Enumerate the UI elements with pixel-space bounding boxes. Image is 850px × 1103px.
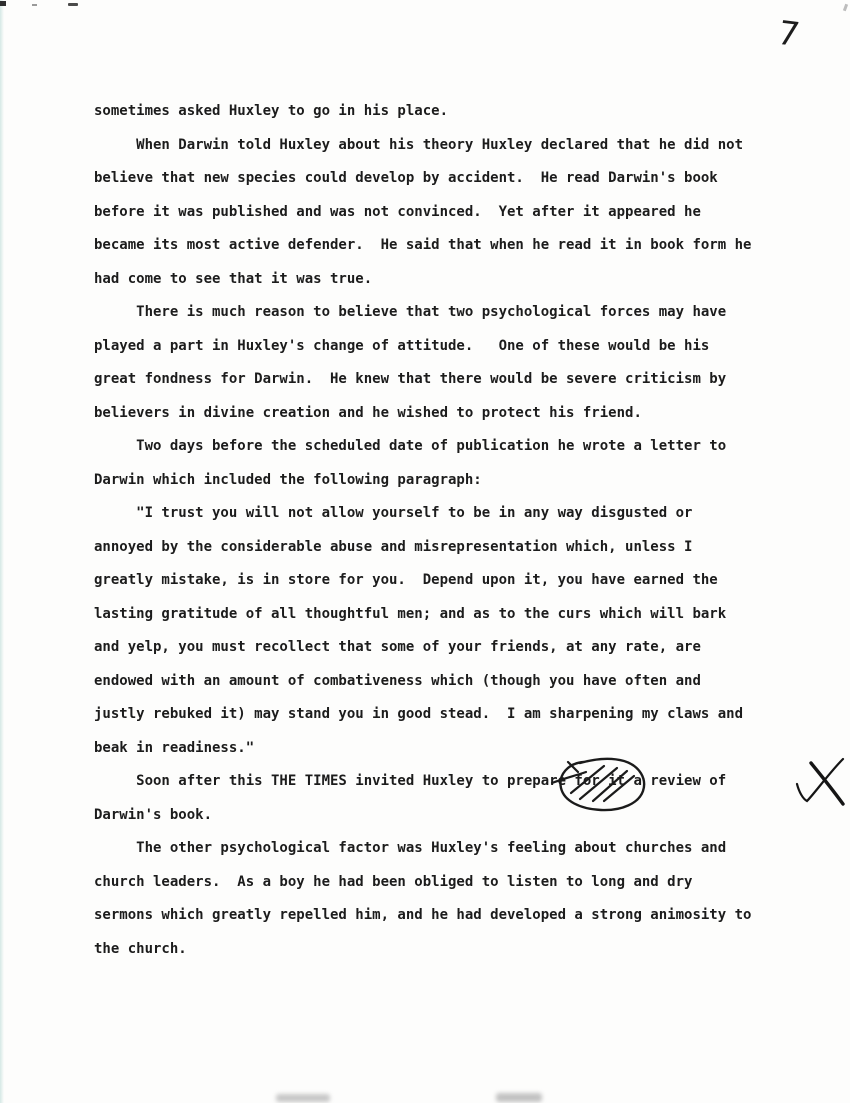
- scan-speck: [843, 4, 848, 12]
- typed-line: Darwin which included the following paragraph:: [94, 471, 482, 488]
- typed-line: The other psychological factor was Huxley's feeling about churches and: [94, 840, 727, 856]
- scan-smudge: [496, 1093, 542, 1102]
- typed-line: and yelp, you must recollect that some of your friends, at any rate, are: [94, 639, 701, 655]
- typed-line: lasting gratitude of all thoughtful men; and as to the curs which will bark: [94, 605, 727, 622]
- typed-line: greatly mistake, is in store for you. Depend upon it, you have earned the: [94, 572, 718, 588]
- margin-x-mark: [797, 759, 843, 804]
- typed-line: beak in readiness.": [94, 739, 255, 756]
- typed-line: Soon after this THE TIMES invited Huxley to prepare for it a review of: [94, 773, 727, 789]
- typed-line: the church.: [94, 940, 187, 957]
- typed-line: endowed with an amount of combativeness which (though you have often and: [94, 672, 701, 689]
- typed-line: became its most active defender. He said that when he read it in book form he: [94, 237, 752, 253]
- typed-line: sermons which greatly repelled him, and he had developed a strong animosity to: [94, 907, 752, 923]
- typed-line: justly rebuked it) may stand you in good stead. I am sharpening my claws and: [94, 706, 744, 722]
- typed-line: "I trust you will not allow yourself to be in any way disgusted or: [94, 505, 693, 521]
- scan-speck: [0, 1, 6, 6]
- typed-line: Darwin's book.: [94, 806, 213, 823]
- typed-line: before it was published and was not convinced. Yet after it appeared he: [94, 203, 701, 220]
- scan-smudge: [276, 1094, 330, 1102]
- typed-line: played a part in Huxley's change of attitude. One of these would be his: [94, 337, 710, 354]
- handwritten-page-number: 7: [774, 13, 803, 54]
- typed-line: believers in divine creation and he wished to protect his friend.: [94, 404, 642, 421]
- typed-line: believe that new species could develop by accident. He read Darwin's book: [94, 170, 718, 186]
- typed-line: Two days before the scheduled date of publication he wrote a letter to: [94, 438, 727, 454]
- typed-line: great fondness for Darwin. He knew that there would be severe criticism by: [94, 371, 727, 387]
- typed-line: annoyed by the considerable abuse and misrepresentation which, unless I: [94, 538, 693, 555]
- scan-speck: [68, 3, 78, 6]
- typed-line: had come to see that it was true.: [94, 270, 373, 287]
- scan-edge-artifact: [0, 0, 4, 1103]
- typed-line: church leaders. As a boy he had been obliged to listen to long and dry: [94, 873, 693, 890]
- typed-line: sometimes asked Huxley to go in his place.: [94, 103, 449, 119]
- scan-speck: [32, 4, 37, 6]
- typed-line: When Darwin told Huxley about his theory Huxley declared that he did not: [94, 136, 744, 153]
- typed-text: [94, 95, 751, 966]
- typed-line: There is much reason to believe that two psychological forces may have: [94, 304, 727, 320]
